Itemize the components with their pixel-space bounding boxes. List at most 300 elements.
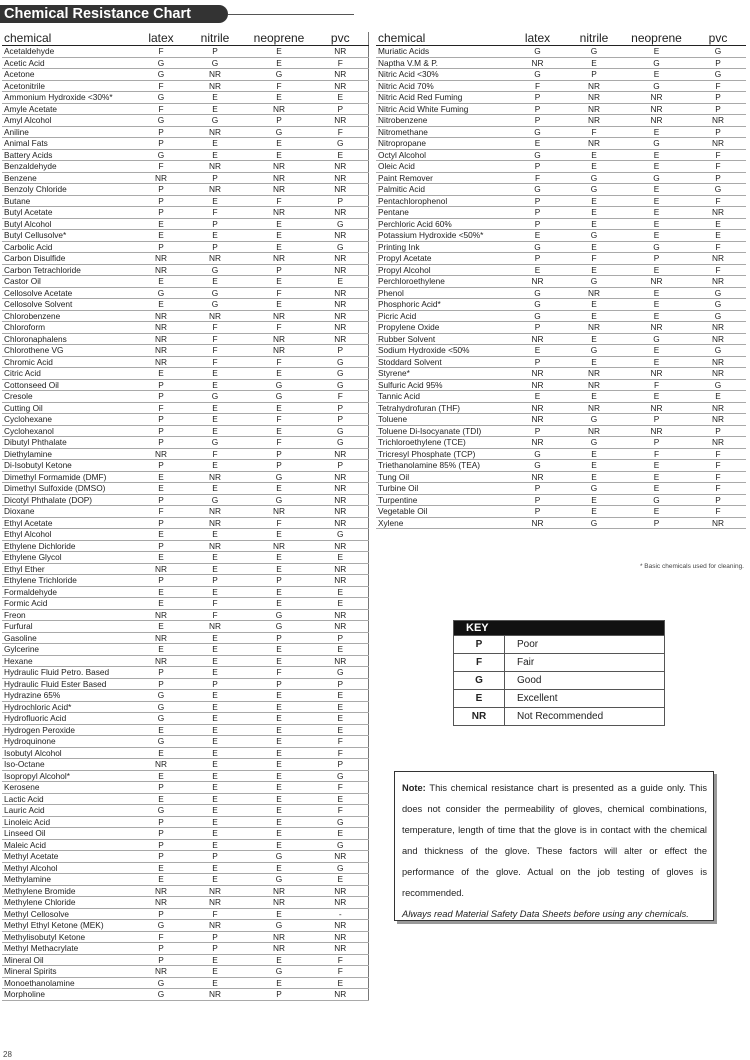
cell-latex: NR	[510, 276, 565, 288]
cell-chemical: Amyl Alcohol	[2, 115, 137, 127]
cell-latex: P	[510, 356, 565, 368]
cell-nitrile: NR	[565, 425, 623, 437]
cell-pvc: G	[313, 816, 368, 828]
cell-chemical: Mineral Oil	[2, 954, 137, 966]
cell-latex: P	[510, 207, 565, 219]
header-pvc: pvc	[690, 32, 746, 46]
cell-pvc: F	[690, 471, 746, 483]
table-row	[2, 241, 368, 253]
cell-nitrile: E	[185, 874, 245, 886]
cell-chemical: Butyl Acetate	[2, 207, 137, 219]
cell-pvc: NR	[690, 356, 746, 368]
cell-neoprene: G	[245, 851, 313, 863]
cell-nitrile: G	[185, 287, 245, 299]
cell-latex: P	[137, 782, 185, 794]
table-row	[2, 460, 368, 472]
cell-pvc: G	[313, 138, 368, 150]
cell-latex: E	[137, 529, 185, 541]
cell-nitrile: E	[565, 161, 623, 173]
cell-latex: P	[510, 92, 565, 104]
cell-chemical: Mineral Spirits	[2, 966, 137, 978]
cell-chemical: Amyle Acetate	[2, 103, 137, 115]
cell-neoprene: E	[245, 701, 313, 713]
cell-latex: P	[137, 816, 185, 828]
cell-latex: E	[137, 644, 185, 656]
cell-nitrile: E	[185, 770, 245, 782]
table-row	[2, 172, 368, 184]
cell-chemical: Dioxane	[2, 506, 137, 518]
cell-chemical: Hydrogen Peroxide	[2, 724, 137, 736]
cell-pvc: G	[313, 356, 368, 368]
table-row	[376, 494, 746, 506]
table-row	[2, 379, 368, 391]
cell-neoprene: P	[245, 989, 313, 1001]
cell-chemical: Dimethyl Formamide (DMF)	[2, 471, 137, 483]
cell-nitrile: E	[565, 207, 623, 219]
cell-pvc: F	[313, 782, 368, 794]
cell-latex: NR	[137, 759, 185, 771]
cell-nitrile: E	[185, 103, 245, 115]
cell-neoprene: E	[245, 598, 313, 610]
cell-nitrile: E	[565, 471, 623, 483]
cell-pvc: G	[313, 529, 368, 541]
cell-nitrile: E	[185, 414, 245, 426]
cell-neoprene: E	[245, 563, 313, 575]
cell-pvc: G	[313, 368, 368, 380]
cell-nitrile: E	[185, 368, 245, 380]
table-row	[2, 69, 368, 81]
title-rule	[228, 14, 354, 15]
table-row	[376, 218, 746, 230]
cell-chemical: Carbon Disulfide	[2, 253, 137, 265]
cell-neoprene: G	[245, 391, 313, 403]
cell-pvc: F	[690, 80, 746, 92]
cell-nitrile: P	[185, 241, 245, 253]
cell-nitrile: E	[185, 230, 245, 242]
cell-pvc: F	[313, 391, 368, 403]
key-label: Excellent	[505, 690, 665, 708]
cell-nitrile: P	[185, 218, 245, 230]
cell-chemical: Hydraulic Fluid Petro. Based	[2, 667, 137, 679]
table-row	[376, 402, 746, 414]
cell-nitrile: NR	[565, 322, 623, 334]
key-row	[454, 672, 665, 690]
cell-neoprene: E	[245, 230, 313, 242]
cell-neoprene: G	[245, 609, 313, 621]
cell-neoprene: NR	[245, 253, 313, 265]
cell-nitrile: NR	[185, 161, 245, 173]
cell-chemical: Chloroform	[2, 322, 137, 334]
table-row	[376, 448, 746, 460]
cell-pvc: G	[313, 379, 368, 391]
cell-pvc: NR	[313, 506, 368, 518]
table-row	[2, 989, 368, 1001]
header-latex: latex	[137, 32, 185, 46]
cell-neoprene: G	[245, 966, 313, 978]
table-row	[2, 57, 368, 69]
table-body-left	[2, 46, 368, 1001]
cell-chemical: Toluene Di-Isocyanate (TDI)	[376, 425, 510, 437]
cell-pvc: NR	[313, 989, 368, 1001]
cell-latex: P	[137, 437, 185, 449]
table-row	[376, 149, 746, 161]
cell-nitrile: E	[565, 149, 623, 161]
cell-latex: P	[510, 425, 565, 437]
cell-nitrile: E	[185, 793, 245, 805]
cell-pvc: NR	[313, 310, 368, 322]
cell-pvc: G	[690, 379, 746, 391]
cell-neoprene: E	[245, 368, 313, 380]
cell-chemical: Benzene	[2, 172, 137, 184]
cell-neoprene: NR	[623, 115, 690, 127]
cell-chemical: Freon	[2, 609, 137, 621]
cell-chemical: Octyl Alcohol	[376, 149, 510, 161]
cell-latex: E	[137, 230, 185, 242]
cell-chemical: Hydraulic Fluid Ester Based	[2, 678, 137, 690]
cell-pvc: E	[690, 391, 746, 403]
table-row	[2, 448, 368, 460]
cell-nitrile: P	[185, 46, 245, 58]
cell-neoprene: E	[245, 816, 313, 828]
cell-chemical: Cyclohexane	[2, 414, 137, 426]
table-row	[2, 333, 368, 345]
cell-chemical: Muriatic Acids	[376, 46, 510, 58]
cell-pvc: NR	[313, 253, 368, 265]
cell-pvc: NR	[690, 253, 746, 265]
cell-chemical: Styrene*	[376, 368, 510, 380]
cell-chemical: Cyclohexanol	[2, 425, 137, 437]
cell-chemical: Sodium Hydroxide <50%	[376, 345, 510, 357]
cell-pvc: F	[313, 805, 368, 817]
key-body	[454, 636, 665, 726]
cell-nitrile: P	[565, 69, 623, 81]
cell-latex: P	[137, 126, 185, 138]
cell-neoprene: E	[245, 218, 313, 230]
cell-pvc: G	[690, 310, 746, 322]
cell-pvc: NR	[313, 172, 368, 184]
cell-nitrile: G	[185, 494, 245, 506]
cell-nitrile: E	[185, 759, 245, 771]
cell-latex: G	[137, 977, 185, 989]
cell-pvc: G	[690, 69, 746, 81]
cell-nitrile: P	[185, 851, 245, 863]
cell-latex: G	[137, 713, 185, 725]
table-row	[2, 552, 368, 564]
cell-latex: G	[137, 690, 185, 702]
cell-neoprene: E	[245, 425, 313, 437]
table-row	[2, 816, 368, 828]
table-row	[2, 793, 368, 805]
cell-latex: F	[510, 80, 565, 92]
table-row	[376, 460, 746, 472]
cell-nitrile: G	[565, 437, 623, 449]
cell-chemical: Butane	[2, 195, 137, 207]
cell-chemical: Ethylene Glycol	[2, 552, 137, 564]
cell-neoprene: G	[245, 920, 313, 932]
cell-latex: E	[137, 218, 185, 230]
table-row	[2, 103, 368, 115]
table-row	[2, 540, 368, 552]
cell-neoprene: F	[245, 80, 313, 92]
cell-neoprene: F	[245, 517, 313, 529]
cell-neoprene: P	[245, 115, 313, 127]
cell-chemical: Phosphoric Acid*	[376, 299, 510, 311]
cell-neoprene: E	[245, 586, 313, 598]
cell-latex: P	[137, 839, 185, 851]
cell-latex: E	[510, 391, 565, 403]
cell-latex: NR	[137, 310, 185, 322]
table-row	[376, 161, 746, 173]
cell-latex: P	[137, 851, 185, 863]
table-row	[2, 701, 368, 713]
cell-pvc: E	[313, 276, 368, 288]
cell-neoprene: G	[245, 621, 313, 633]
cell-chemical: Benzaldehyde	[2, 161, 137, 173]
table-row	[2, 46, 368, 58]
cell-latex: NR	[137, 264, 185, 276]
cell-latex: P	[137, 494, 185, 506]
cell-pvc: NR	[313, 322, 368, 334]
cell-chemical: Di-Isobutyl Ketone	[2, 460, 137, 472]
cell-pvc: E	[313, 724, 368, 736]
table-row	[376, 356, 746, 368]
cell-neoprene: NR	[245, 506, 313, 518]
cell-pvc: NR	[313, 333, 368, 345]
cell-nitrile: E	[185, 966, 245, 978]
table-row	[2, 563, 368, 575]
cell-chemical: Tetrahydrofuran (THF)	[376, 402, 510, 414]
cell-latex: F	[137, 931, 185, 943]
cell-chemical: Nitropropane	[376, 138, 510, 150]
cell-latex: G	[510, 241, 565, 253]
cell-neoprene: E	[245, 299, 313, 311]
cell-nitrile: E	[565, 448, 623, 460]
cell-chemical: Lactic Acid	[2, 793, 137, 805]
cell-nitrile: F	[185, 598, 245, 610]
cell-pvc: NR	[313, 920, 368, 932]
table-row	[376, 276, 746, 288]
key-code: NR	[454, 708, 505, 726]
cell-nitrile: E	[185, 724, 245, 736]
cell-pvc: G	[313, 425, 368, 437]
key-code: E	[454, 690, 505, 708]
key-code: F	[454, 654, 505, 672]
cell-chemical: Propyl Acetate	[376, 253, 510, 265]
cell-neoprene: E	[623, 69, 690, 81]
table-row	[376, 103, 746, 115]
cell-chemical: Sulfuric Acid 95%	[376, 379, 510, 391]
table-row	[376, 425, 746, 437]
table-row	[2, 506, 368, 518]
cell-pvc: NR	[313, 494, 368, 506]
cell-neoprene: E	[623, 506, 690, 518]
table-header-row	[376, 32, 746, 46]
cell-nitrile: G	[185, 437, 245, 449]
cell-latex: P	[137, 184, 185, 196]
cell-nitrile: G	[185, 299, 245, 311]
cell-chemical: Propylene Oxide	[376, 322, 510, 334]
cell-neoprene: E	[245, 736, 313, 748]
header-latex: latex	[510, 32, 565, 46]
cell-neoprene: E	[245, 713, 313, 725]
table-row	[2, 931, 368, 943]
cell-pvc: E	[690, 230, 746, 242]
cell-latex: E	[137, 586, 185, 598]
table-row	[376, 414, 746, 426]
cell-nitrile: F	[185, 345, 245, 357]
table-row	[376, 264, 746, 276]
table-row	[2, 943, 368, 955]
cell-nitrile: E	[185, 195, 245, 207]
cell-latex: E	[137, 299, 185, 311]
cell-pvc: E	[690, 218, 746, 230]
cell-chemical: Methylisobutyl Ketone	[2, 931, 137, 943]
cell-nitrile: G	[565, 483, 623, 495]
cell-latex: G	[510, 448, 565, 460]
cell-latex: E	[510, 345, 565, 357]
cell-pvc: NR	[690, 437, 746, 449]
table-row	[2, 851, 368, 863]
cell-nitrile: E	[185, 954, 245, 966]
cell-chemical: Chromic Acid	[2, 356, 137, 368]
cell-nitrile: E	[565, 391, 623, 403]
table-row	[376, 471, 746, 483]
cell-pvc: F	[313, 126, 368, 138]
cell-nitrile: F	[565, 126, 623, 138]
cell-latex: E	[137, 862, 185, 874]
cleaning-footnote: * Basic chemicals used for cleaning.	[639, 563, 744, 570]
cell-chemical: Oleic Acid	[376, 161, 510, 173]
cell-chemical: Potassium Hydroxide <50%*	[376, 230, 510, 242]
cell-latex: P	[510, 253, 565, 265]
table-row	[2, 920, 368, 932]
cell-pvc: E	[313, 598, 368, 610]
cell-nitrile: E	[185, 690, 245, 702]
cell-pvc: NR	[690, 402, 746, 414]
cell-chemical: Benzoly Chloride	[2, 184, 137, 196]
cell-neoprene: NR	[245, 161, 313, 173]
cell-pvc: NR	[313, 943, 368, 955]
cell-pvc: E	[313, 874, 368, 886]
cell-latex: E	[137, 368, 185, 380]
cell-neoprene: NR	[245, 897, 313, 909]
cell-neoprene: NR	[623, 425, 690, 437]
cell-nitrile: NR	[185, 69, 245, 81]
cell-latex: NR	[510, 368, 565, 380]
cell-nitrile: F	[185, 908, 245, 920]
cell-neoprene: E	[245, 57, 313, 69]
cell-chemical: Chlorobenzene	[2, 310, 137, 322]
cell-latex: G	[510, 287, 565, 299]
cell-chemical: Furfural	[2, 621, 137, 633]
cell-chemical: Hydrofluoric Acid	[2, 713, 137, 725]
cell-latex: F	[137, 506, 185, 518]
cell-neoprene: G	[623, 494, 690, 506]
cell-neoprene: G	[623, 333, 690, 345]
cell-latex: NR	[137, 322, 185, 334]
cell-chemical: Perchloroethylene	[376, 276, 510, 288]
cell-latex: G	[510, 184, 565, 196]
cell-latex: P	[137, 414, 185, 426]
cell-latex: G	[137, 989, 185, 1001]
table-row	[2, 736, 368, 748]
table-row	[2, 874, 368, 886]
table-row	[376, 299, 746, 311]
cell-chemical: Carbon Tetrachloride	[2, 264, 137, 276]
cell-chemical: Methylamine	[2, 874, 137, 886]
cell-pvc: E	[313, 793, 368, 805]
cell-latex: NR	[510, 414, 565, 426]
cell-neoprene: E	[623, 264, 690, 276]
cell-latex: NR	[137, 345, 185, 357]
cell-pvc: P	[313, 759, 368, 771]
cell-nitrile: E	[185, 747, 245, 759]
cell-latex: E	[137, 471, 185, 483]
cell-pvc: NR	[313, 471, 368, 483]
cell-pvc: E	[313, 149, 368, 161]
table-row	[376, 379, 746, 391]
table-row	[2, 494, 368, 506]
cell-latex: E	[137, 770, 185, 782]
cell-neoprene: F	[245, 356, 313, 368]
table-row	[376, 184, 746, 196]
cell-chemical: Pentane	[376, 207, 510, 219]
cell-nitrile: NR	[185, 80, 245, 92]
cell-latex: G	[137, 69, 185, 81]
cell-neoprene: G	[623, 241, 690, 253]
cell-chemical: Toluene	[376, 414, 510, 426]
cell-neoprene: NR	[623, 276, 690, 288]
table-row	[2, 839, 368, 851]
cell-chemical: Palmitic Acid	[376, 184, 510, 196]
cell-latex: G	[137, 57, 185, 69]
cell-chemical: Dimethyl Sulfoxide (DMSO)	[2, 483, 137, 495]
cell-nitrile: E	[185, 805, 245, 817]
cell-neoprene: G	[623, 57, 690, 69]
cell-chemical: Phenol	[376, 287, 510, 299]
table-row	[376, 253, 746, 265]
cell-latex: NR	[510, 437, 565, 449]
cell-nitrile: E	[185, 529, 245, 541]
cell-pvc: E	[313, 713, 368, 725]
table-row	[2, 862, 368, 874]
cell-pvc: F	[313, 57, 368, 69]
cell-pvc: NR	[313, 448, 368, 460]
cell-chemical: Methyl Ethyl Ketone (MEK)	[2, 920, 137, 932]
cell-pvc: NR	[690, 517, 746, 529]
cell-latex: E	[137, 483, 185, 495]
cell-pvc: P	[313, 103, 368, 115]
cell-chemical: Perchloric Acid 60%	[376, 218, 510, 230]
cell-pvc: NR	[690, 368, 746, 380]
cell-pvc: P	[690, 172, 746, 184]
cell-latex: NR	[510, 57, 565, 69]
cell-nitrile: NR	[565, 402, 623, 414]
cell-pvc: P	[690, 103, 746, 115]
cell-chemical: Methyl Methacrylate	[2, 943, 137, 955]
cell-chemical: Chlorothene VG	[2, 345, 137, 357]
table-row	[2, 310, 368, 322]
cell-nitrile: NR	[565, 103, 623, 115]
cell-nitrile: F	[185, 448, 245, 460]
cell-pvc: NR	[690, 322, 746, 334]
cell-nitrile: E	[185, 586, 245, 598]
table-row	[2, 80, 368, 92]
cell-pvc: P	[313, 414, 368, 426]
cell-nitrile: F	[565, 253, 623, 265]
table-body-right	[376, 46, 746, 529]
cell-nitrile: E	[565, 57, 623, 69]
